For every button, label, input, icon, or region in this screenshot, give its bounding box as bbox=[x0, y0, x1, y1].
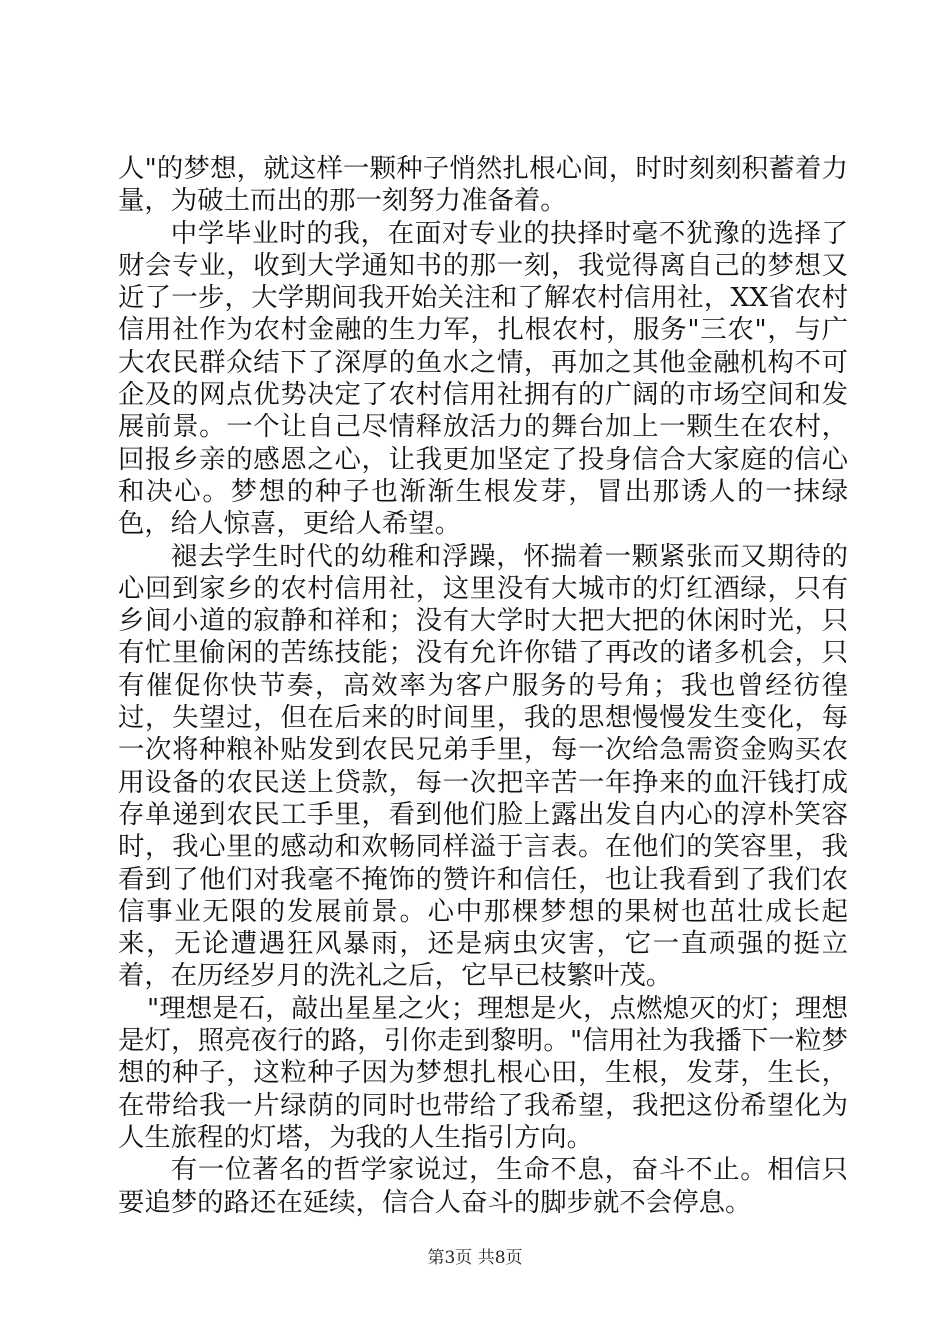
document-body bbox=[118, 153, 848, 1219]
page-footer: 第3页 共8页 bbox=[427, 1248, 523, 1268]
paragraph-4: "理想是石，敲出星星之火；理想是火，点燃熄灭的灯；理想是灯，照亮夜行的路，引你走到黎明。"信用社为我播下一粒梦想的种子，这粒种子因为梦想扎根心田，生根，发芽，生长，在带给我一片绿荫的同时也带给了我希望，我把这份希望化为人生旅程的灯塔，为我的人生指引方向。 bbox=[118, 992, 848, 1153]
paragraph-5: 有一位著名的哲学家说过，生命不息，奋斗不止。相信只要追梦的路还在延续，信合人奋斗的脚步就不会停息。 bbox=[118, 1154, 848, 1218]
paragraph-2: 中学毕业时的我，在面对专业的抉择时毫不犹豫的选择了财会专业，收到大学通知书的那一刻，我觉得离自己的梦想又近了一步，大学期间我开始关注和了解农村信用社，XX省农村信用社作为农村金融的生力军，扎根农村，服务"三农"，与广大农民群众结下了深厚的鱼水之情，再加之其他金融机构不可企及的网点优势决定了农村信用社拥有的广阔的市场空间和发展前景。一个让自己尽情释放活力的舞台加上一颗生在农村，回报乡亲的感恩之心，让我更加坚定了投身信合大家庭的信心和决心。梦想的种子也渐渐生根发芽，冒出那诱人的一抹绿色，给人惊喜，更给人希望。 bbox=[118, 217, 848, 540]
paragraph-3: 褪去学生时代的幼稚和浮躁，怀揣着一颗紧张而又期待的心回到家乡的农村信用社，这里没有大城市的灯红酒绿，只有乡间小道的寂静和祥和；没有大学时大把大把的休闲时光，只有忙里偷闲的苦练技能；没有允许你错了再改的诸多机会，只有催促你快节奏，高效率为客户服务的号角；我也曾经彷徨过，失望过，但在后来的时间里，我的思想慢慢发生变化，每一次将种粮补贴发到农民兄弟手里，每一次给急需资金购买农用设备的农民送上贷款，每一次把辛苦一年挣来的血汗钱打成存单递到农民工手里，看到他们脸上露出发自内心的淳朴笑容时，我心里的感动和欢畅同样溢于言表。在他们的笑容里，我看到了他们对我毫不掩饰的赞许和信任，也让我看到了我们农信事业无限的发展前景。心中那棵梦想的果树也茁壮成长起来，无论遭遇狂风暴雨，还是病虫灾害，它一直顽强的挺立着，在历经岁月的洗礼之后，它早已枝繁叶茂。 bbox=[118, 540, 848, 992]
paragraph-1: 人"的梦想，就这样一颗种子悄然扎根心间，时时刻刻积蓄着力量，为破土而出的那一刻努力准备着。 bbox=[118, 153, 848, 217]
